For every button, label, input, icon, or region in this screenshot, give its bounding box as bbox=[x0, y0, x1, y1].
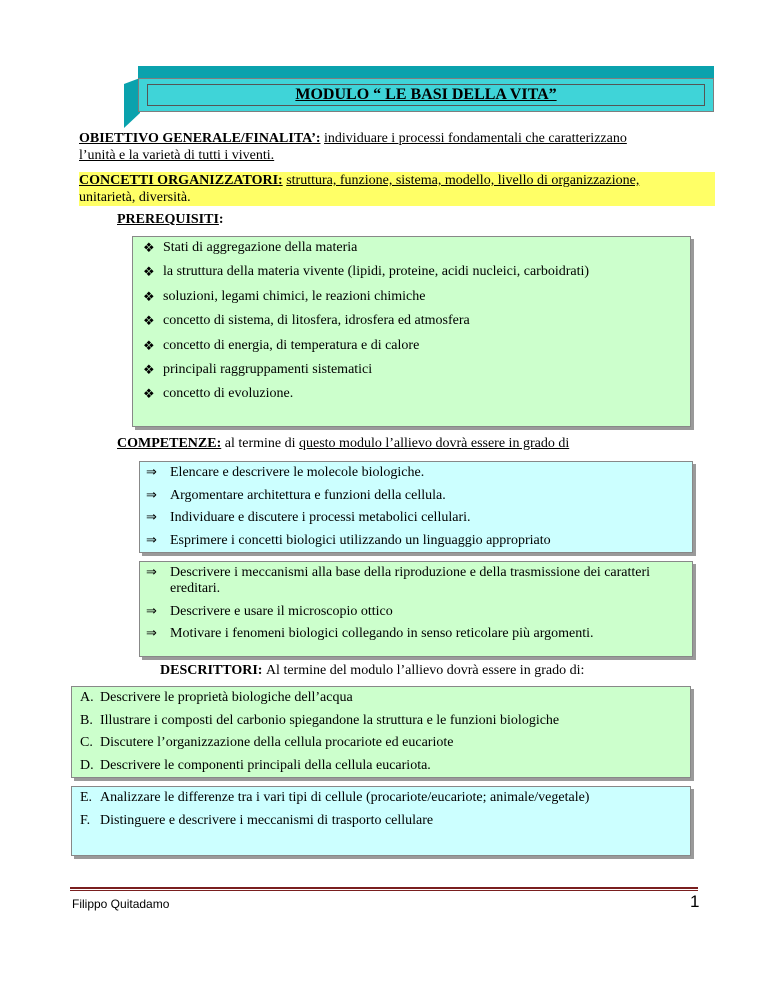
concepts-text-1: struttura, funzione, sistema, modello, livello di organizzazione, bbox=[286, 173, 640, 188]
prerequisites-box bbox=[132, 236, 691, 427]
footer-rule-thick bbox=[70, 887, 698, 889]
prerequisite-text: principali raggruppamenti sistematici bbox=[163, 361, 373, 377]
item-letter: A. bbox=[80, 690, 94, 705]
list-item bbox=[133, 362, 690, 386]
concepts-label: CONCETTI ORGANIZZATORI: bbox=[79, 173, 283, 188]
item-letter: C. bbox=[80, 735, 93, 750]
diamond-bullet-icon: ❖ bbox=[143, 313, 155, 329]
prerequisites-heading-colon: : bbox=[218, 212, 224, 227]
concepts-paragraph bbox=[79, 172, 715, 206]
diamond-bullet-icon: ❖ bbox=[143, 288, 155, 304]
prerequisites-heading-text: PREREQUISITI bbox=[117, 212, 219, 227]
item-letter: F. bbox=[80, 812, 91, 828]
competence-text: Elencare e descrivere le molecole biologiche. bbox=[170, 465, 425, 480]
arrow-right-icon: ⇒ bbox=[146, 465, 157, 480]
list-item bbox=[140, 465, 692, 481]
item-letter: B. bbox=[80, 712, 93, 728]
competences-heading bbox=[117, 436, 569, 452]
list-item bbox=[133, 264, 690, 288]
list-item bbox=[133, 386, 690, 410]
competence-text: Individuare e discutere i processi metabolici cellulari. bbox=[170, 510, 471, 525]
descriptor-text: Analizzare le differenze tra i vari tipi di cellule (procariote/eucariote; animale/vegetale) bbox=[100, 790, 590, 805]
list-item bbox=[140, 510, 692, 526]
descriptors-box-1 bbox=[71, 686, 691, 778]
competences-intro bbox=[225, 436, 569, 451]
title-banner-front bbox=[138, 78, 714, 112]
arrow-right-icon: ⇒ bbox=[146, 626, 157, 641]
list-item bbox=[140, 533, 692, 549]
prerequisite-text: la struttura della materia vivente (lipidi, proteine, acidi nucleici, carboidrati) bbox=[163, 264, 590, 280]
list-item bbox=[133, 289, 690, 313]
list-item bbox=[72, 690, 690, 706]
descriptors-box-2 bbox=[71, 786, 691, 856]
competences-box-1 bbox=[139, 461, 693, 553]
competence-text: Descrivere e usare il microscopio ottico bbox=[170, 603, 393, 619]
objective-text-2: l’unità e la varietà di tutti i viventi. bbox=[79, 148, 275, 163]
list-item bbox=[133, 240, 690, 264]
competence-text: Esprimere i concetti biologici utilizzando un linguaggio appropriato bbox=[170, 532, 551, 548]
list-item bbox=[72, 813, 690, 829]
descriptors-heading bbox=[160, 663, 584, 679]
list-item bbox=[140, 604, 692, 620]
arrow-right-icon: ⇒ bbox=[146, 487, 157, 503]
prerequisites-heading bbox=[117, 212, 224, 228]
page-title: MODULO “ LE BASI DELLA VITA” bbox=[295, 86, 557, 103]
arrow-right-icon: ⇒ bbox=[146, 510, 157, 525]
diamond-bullet-icon: ❖ bbox=[143, 240, 155, 255]
item-letter: E. bbox=[80, 790, 93, 805]
descriptor-text: Descrivere le proprietà biologiche dell’acqua bbox=[100, 690, 353, 705]
competence-text: Argomentare architettura e funzioni della cellula. bbox=[170, 487, 446, 503]
objective-text-1: individuare i processi fondamentali che caratterizzano bbox=[324, 131, 627, 146]
list-item bbox=[133, 338, 690, 362]
descriptor-text: Illustrare i composti del carbonio spiegandone la struttura e le funzioni biologiche bbox=[100, 712, 560, 728]
competences-heading-text: COMPETENZE: bbox=[117, 436, 222, 451]
title-banner bbox=[124, 66, 714, 128]
objective-label: OBIETTIVO GENERALE/FINALITA’: bbox=[79, 131, 321, 146]
list-item bbox=[72, 790, 690, 806]
descriptor-text: Descrivere le componenti principali della cellula eucariota. bbox=[100, 757, 431, 773]
arrow-right-icon: ⇒ bbox=[146, 603, 157, 619]
list-item bbox=[140, 488, 692, 504]
prerequisite-text: Stati di aggregazione della materia bbox=[163, 240, 358, 255]
competence-text: Descrivere i meccanismi alla base della riproduzione e della trasmissione dei caratteri ereditari. bbox=[170, 565, 651, 596]
list-item bbox=[140, 565, 692, 597]
diamond-bullet-icon: ❖ bbox=[143, 264, 155, 280]
arrow-right-icon: ⇒ bbox=[146, 565, 157, 580]
list-item bbox=[140, 626, 692, 642]
footer-author: Filippo Quitadamo bbox=[72, 897, 170, 911]
list-item bbox=[133, 313, 690, 337]
descriptor-text: Distinguere e descrivere i meccanismi di trasporto cellulare bbox=[100, 812, 434, 828]
list-item bbox=[72, 713, 690, 729]
objective-paragraph bbox=[79, 130, 715, 164]
diamond-bullet-icon: ❖ bbox=[143, 386, 155, 402]
competence-text: Motivare i fenomeni biologici collegando in senso reticolare più argomenti. bbox=[170, 626, 594, 641]
descriptors-intro: Al termine del modulo l’allievo dovrà essere in grado di: bbox=[265, 663, 585, 678]
diamond-bullet-icon: ❖ bbox=[143, 361, 155, 377]
descriptors-heading-text: DESCRITTORI: bbox=[160, 663, 263, 678]
prerequisite-text: concetto di energia, di temperatura e di calore bbox=[163, 337, 420, 353]
list-item bbox=[72, 735, 690, 751]
arrow-right-icon: ⇒ bbox=[146, 532, 157, 548]
prerequisite-text: concetto di sistema, di litosfera, idrosfera ed atmosfera bbox=[163, 313, 470, 329]
list-item bbox=[72, 758, 690, 774]
competences-box-2 bbox=[139, 561, 693, 657]
concepts-text-2: unitarietà, diversità. bbox=[79, 190, 191, 205]
prerequisite-text: concetto di evoluzione. bbox=[163, 386, 294, 402]
prerequisite-text: soluzioni, legami chimici, le reazioni chimiche bbox=[163, 288, 426, 304]
page-number: 1 bbox=[690, 892, 700, 911]
diamond-bullet-icon: ❖ bbox=[143, 337, 155, 353]
item-letter: D. bbox=[80, 757, 94, 773]
competences-intro-plain: al termine di bbox=[224, 436, 299, 451]
title-banner-inner bbox=[147, 84, 705, 106]
footer-rule-thin bbox=[70, 890, 698, 891]
descriptor-text: Discutere l’organizzazione della cellula procariote ed eucariote bbox=[100, 735, 454, 750]
competences-intro-underlined: questo modulo l’allievo dovrà essere in grado di bbox=[299, 436, 570, 451]
